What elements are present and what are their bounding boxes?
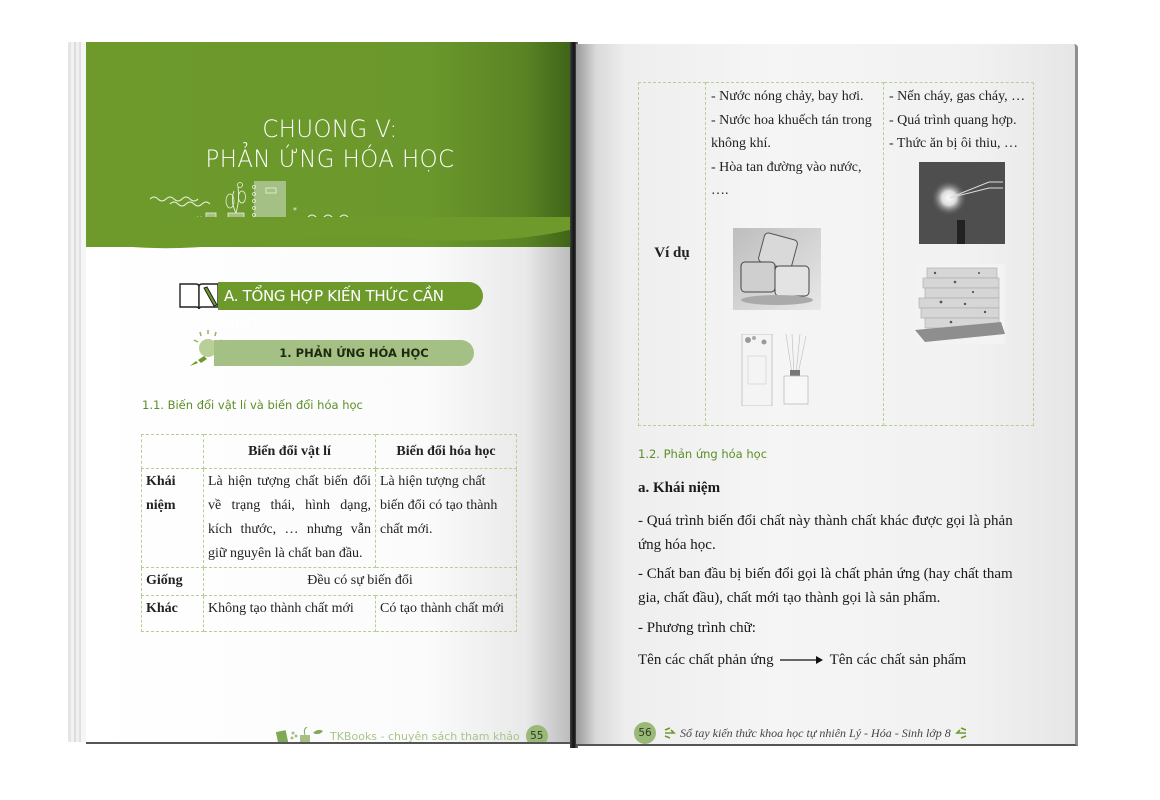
- footer-publisher: TKBooks - chuyên sách tham khảo: [330, 729, 520, 743]
- right-footer: [634, 722, 967, 744]
- examples-table: [638, 82, 1034, 426]
- cell-different-physical: Không tạo thành chất mới: [204, 596, 376, 632]
- table-row: [639, 83, 1034, 426]
- equation-reactants: Tên các chất phản ứng: [638, 652, 774, 668]
- physical-example: - Nước nóng chảy, bay hơi.: [711, 89, 864, 104]
- footer-book-title: Sổ tay kiến thức khoa học tự nhiên Lý - Hóa - Sinh lớp 8: [680, 725, 951, 740]
- cell-chemical-examples: [884, 83, 1034, 426]
- paragraph-word-equation-label: - Phương trình chữ:: [638, 620, 756, 636]
- page-number-55: 55: [526, 725, 548, 744]
- cell-similar-merged: Đều có sự biến đổi: [204, 568, 517, 596]
- right-page: [576, 44, 1078, 746]
- cell-concept-chemical: Là hiện tượng chất biến đổi có tạo thành chất mới.: [376, 469, 517, 568]
- physical-example: - Hòa tan đường vào nước, ….: [711, 159, 862, 198]
- section-1-title: 1. PHẢN ỨNG HÓA HỌC: [214, 340, 474, 366]
- chemical-example: - Quá trình quang hợp.: [889, 112, 1017, 128]
- subheading-1-2: 1.2. Phản ứng hóa học: [638, 447, 768, 461]
- table-header-chemical: Biến đổi hóa học: [376, 435, 517, 469]
- concept-title: a. Khái niệm: [638, 480, 721, 496]
- chemical-example: - Thức ăn bị ôi thiu, …: [889, 136, 1019, 151]
- subheading-1-1: 1.1. Biến đổi vật lí và biến đổi hóa học: [142, 398, 363, 412]
- header-wave-divider: [86, 217, 574, 267]
- table-row: [142, 568, 517, 596]
- ice-cubes-image: [733, 228, 821, 310]
- right-arrow-icon: [780, 655, 824, 665]
- row-label-different: Khác: [142, 596, 204, 632]
- section-a-title: A. TỔNG HỢP KIẾN THỨC CẦN NHỚ: [218, 282, 483, 310]
- row-label-concept: Khái niệm: [142, 469, 204, 568]
- section-a-banner: [178, 280, 483, 333]
- perfume-diffuser-image: [740, 334, 814, 406]
- book-plant-footer-icon: [276, 727, 324, 744]
- table-row: [142, 596, 517, 632]
- chapter-name: PHẢN ỨNG HÓA HỌC: [205, 145, 455, 173]
- row-label-examples: Ví dụ: [639, 83, 706, 426]
- left-page: [86, 42, 574, 744]
- open-book-pencil-icon: [178, 280, 220, 312]
- cell-concept-physical: Là hiện tượng chất biến đổi về trạng thái, hình dạng, kích thước, … nhưng vẫn giữ nguyên là chất ban đầu.: [204, 469, 376, 568]
- table-header-empty: [142, 435, 204, 469]
- chapter-number: CHUONG V:: [262, 115, 398, 143]
- moldy-bread-image: [915, 264, 1005, 344]
- table-header-physical: Biến đổi vật lí: [204, 435, 376, 469]
- left-footer: [276, 724, 548, 744]
- section-1-banner: [186, 334, 476, 366]
- page-edges: [68, 42, 86, 742]
- table-row: [142, 469, 517, 568]
- row-label-similar: Giống: [142, 568, 204, 596]
- burning-candle-image: [919, 162, 1005, 244]
- svg-text:*: *: [293, 206, 297, 215]
- paragraph-reactants-products: - Chất ban đầu bị biến đổi gọi là chất phản ứng (hay chất tham gia, chất đầu), chất mới tạo thành gọi là sản phẩm.: [638, 566, 1013, 606]
- page-number-56: 56: [634, 722, 656, 744]
- word-equation: [638, 648, 1038, 672]
- leaf-ornament-icon: [955, 727, 967, 739]
- table-header-row: [142, 435, 517, 469]
- equation-products: Tên các chất sản phẩm: [829, 652, 967, 668]
- cell-different-chemical: Có tạo thành chất mới: [376, 596, 517, 632]
- chapter-title: [98, 114, 562, 174]
- cell-physical-examples: [706, 83, 884, 426]
- chemical-example: - Nến cháy, gas cháy, …: [889, 89, 1026, 104]
- leaf-ornament-icon: [664, 727, 676, 739]
- physical-example: - Nước hoa khuếch tán trong không khí.: [711, 112, 872, 151]
- comparison-table: [141, 434, 517, 632]
- paragraph-definition: - Quá trình biến đổi chất này thành chất khác được gọi là phản ứng hóa học.: [638, 513, 1013, 553]
